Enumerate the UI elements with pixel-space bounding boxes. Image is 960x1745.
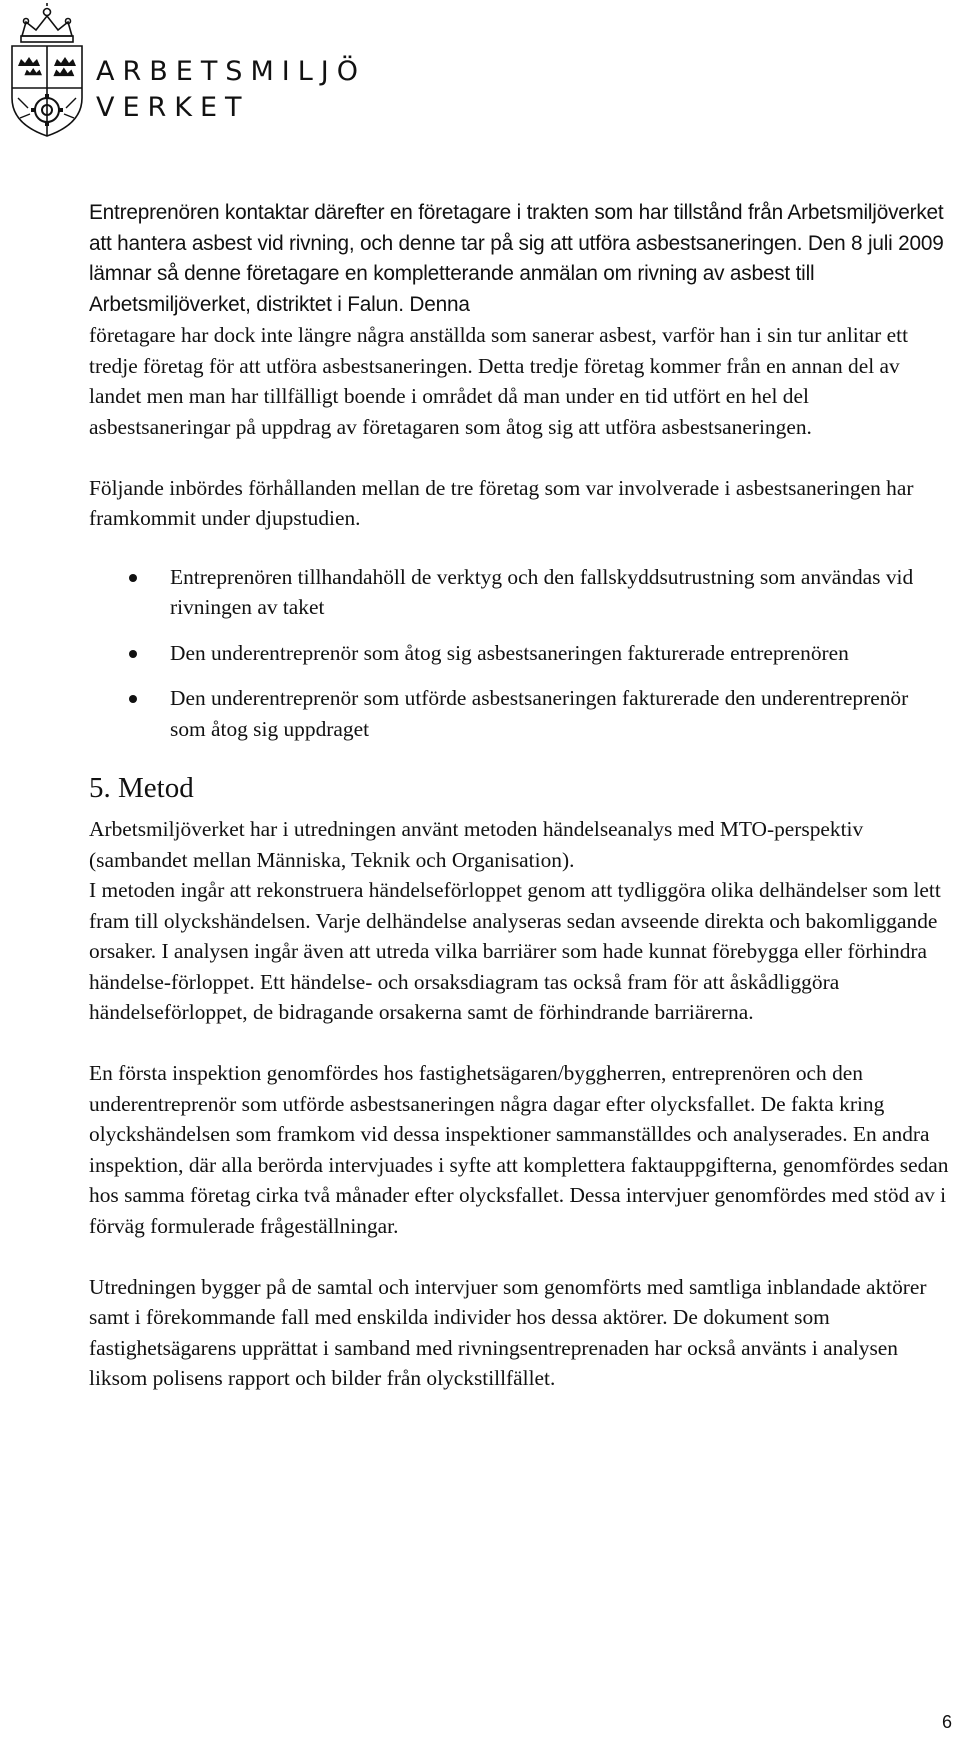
relationship-list bbox=[89, 562, 949, 745]
bullet-icon bbox=[129, 574, 137, 582]
bullet-icon bbox=[129, 695, 137, 703]
paragraph-1-lead: Entreprenören kontaktar därefter en företagare i trakten som har tillstånd från Arbetsmiljöverket att hantera asbest vid rivning, och denne tar på sig att utföra asbestsaneringen. Den 8 juli 2009 lämnar så denne företagare en kompletterande anmälan om rivning av asbest till Arbetsmiljöverket, distriktet i Falun. Denna bbox=[89, 201, 944, 316]
list-item bbox=[89, 683, 949, 744]
section-heading: 5. Metod bbox=[89, 772, 194, 804]
paragraph-6: Utredningen bygger på de samtal och intervjuer som genomförts med samtliga inblandade aktörer samt i förekommande fall med enskilda individer hos dessa aktörer. De dokument som fastighetsägarens upprättat i samband med rivningsentreprenaden har också använts i analysen liksom polisens rapport och bilder från olyckstillfället. bbox=[89, 1274, 927, 1390]
document-body bbox=[89, 198, 949, 1394]
paragraph-4: I metoden ingår att rekonstruera händelseförloppet genom att tydliggöra olika delhändelser som lett fram till olyckshändelsen. Varje delhändelse analyseras sedan avseende direkta och bakomliggande orsaker. I analysen ingår även att utreda vilka barriärer som hade kunnat förebygga eller förhindra händelse-förloppet. Ett händelse- och orsaksdiagram tas också fram för att åskådliggöra händelseförloppet, de bidragande orsakerna samt de förhindrande barriärerna. bbox=[89, 878, 941, 1024]
list-item bbox=[89, 562, 949, 623]
brand-line-2: VERKET bbox=[96, 92, 250, 123]
brand-line-1: ARBETSMILJÖ bbox=[96, 56, 366, 87]
page-number: 6 bbox=[941, 1712, 952, 1732]
list-item-text: Den underentreprenör som utförde asbestsaneringen fakturerade den underentreprenör som åtog sig uppdraget bbox=[170, 686, 909, 741]
paragraph-5: En första inspektion genomfördes hos fastighetsägaren/byggherren, entreprenören och den underentreprenör som utförde asbestsaneringen några dagar efter olycksfallet. De fakta kring olyckshändelsen som framkom vid dessa inspektioner sammanställdes och analyserades. En andra inspektion, där alla berörda intervjuades i syfte att komplettera faktauppgifterna, genomfördes sedan hos samma företag cirka två månader efter olycksfallet. Dessa intervjuer genomfördes med stöd av i förväg formulerade frågeställningar. bbox=[89, 1061, 949, 1238]
list-item-text: Entreprenören tillhandahöll de verktyg och den fallskyddsutrustning som användas vid rivningen av taket bbox=[170, 564, 914, 619]
agency-wordmark bbox=[96, 54, 366, 126]
paragraph-2: Följande inbördes förhållanden mellan de tre företag som var involverade i asbestsaneringen har framkommit under djupstudien. bbox=[89, 475, 914, 530]
bullet-icon bbox=[129, 650, 137, 658]
list-item-text: Den underentreprenör som åtog sig asbestsaneringen fakturerade entreprenören bbox=[170, 640, 849, 665]
coat-of-arms-logo-icon bbox=[4, 2, 90, 138]
paragraph-1-continued: företagare har dock inte längre några anställda som sanerar asbest, varför han i sin tur anlitar ett tredje företag för att utföra asbestsaneringen. Detta tredje företag kommer från en annan del av landet men man har tillfälligt boende i området då man under en tid utfört en hel del asbestsaneringar på uppdrag av företagaren som åtog sig att utföra asbestsaneringen. bbox=[89, 323, 909, 439]
list-item bbox=[89, 638, 949, 669]
paragraph-3: Arbetsmiljöverket har i utredningen använt metoden händelseanalys med MTO-perspektiv (sambandet mellan Människa, Teknik och Organisation). bbox=[89, 817, 864, 872]
